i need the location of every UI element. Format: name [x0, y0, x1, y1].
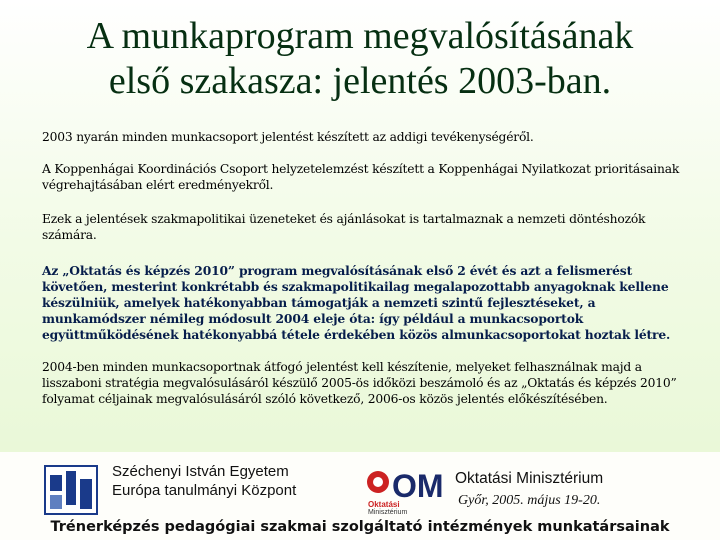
university-name	[112, 462, 352, 500]
paragraph-2004-reports: 2004-ben minden munkacsoportnak átfogó jelentést kell készítenie, melyeket felhasználnak majd a lisszaboni stratégia megvalósulásáról készülő 2005-ös időközi beszámoló és az „Oktatás és képzés 2010” folyamat céljainak megvalósulásáról szóló következő, 2006-os közös jelentés előkészítésében.	[42, 360, 677, 406]
paragraph-method-change: Az „Oktatás és képzés 2010” program megvalósításának első 2 évét és azt a felismerést követően, mesterint konkrétabb és szakmapolitikailag megalapozottabb anyagoknak kellene készülniük, amelyek hatékonyabban támogatják a nemzeti szintű fejlesztéseket, a munkamódszer némileg módosult 2004 eleje óta: így például a munkacsoportok együttműködésének hatékonyabbá tétele érdekében közös almunkacsoportokat hoztak létre.	[42, 263, 671, 342]
slide-title	[30, 14, 690, 104]
paragraph-policy-messages: Ezek a jelentések szakmapolitikai üzeneteket és ajánlásokat is tartalmaznak a nemzeti döntéshozók számára.	[42, 212, 646, 242]
training-caption: Trénerképzés pedagógiai szakmai szolgáltató intézmények munkatársainak	[50, 519, 670, 535]
ministry-logo-caption: Oktatási Minisztérium	[368, 500, 408, 516]
title-line-2: első szakasza: jelentés 2003-ban.	[108, 60, 612, 102]
university-logo-icon	[44, 465, 98, 515]
title-line-1: A munkaprogram megvalósításának	[86, 15, 634, 57]
paragraph-copenhagen-group: A Koppenhágai Koordinációs Csoport helyzetelemzést készített a Koppenhágai Nyilatkozat prioritásainak végrehajtásában elért eredményekről.	[42, 162, 680, 192]
slide-body	[42, 129, 690, 405]
ministry-name: Oktatási Minisztérium	[455, 470, 604, 487]
university-line-2: Európa tanulmányi Központ	[112, 482, 297, 499]
footer-band	[0, 452, 720, 540]
om-logo-text: OM	[392, 468, 444, 504]
university-line-1: Széchenyi István Egyetem	[112, 463, 289, 480]
paragraph-summer-2003: 2003 nyarán minden munkacsoport jelentést készített az addigi tevékenységéről.	[42, 130, 534, 144]
event-date: Győr, 2005. május 19-20.	[458, 493, 601, 508]
